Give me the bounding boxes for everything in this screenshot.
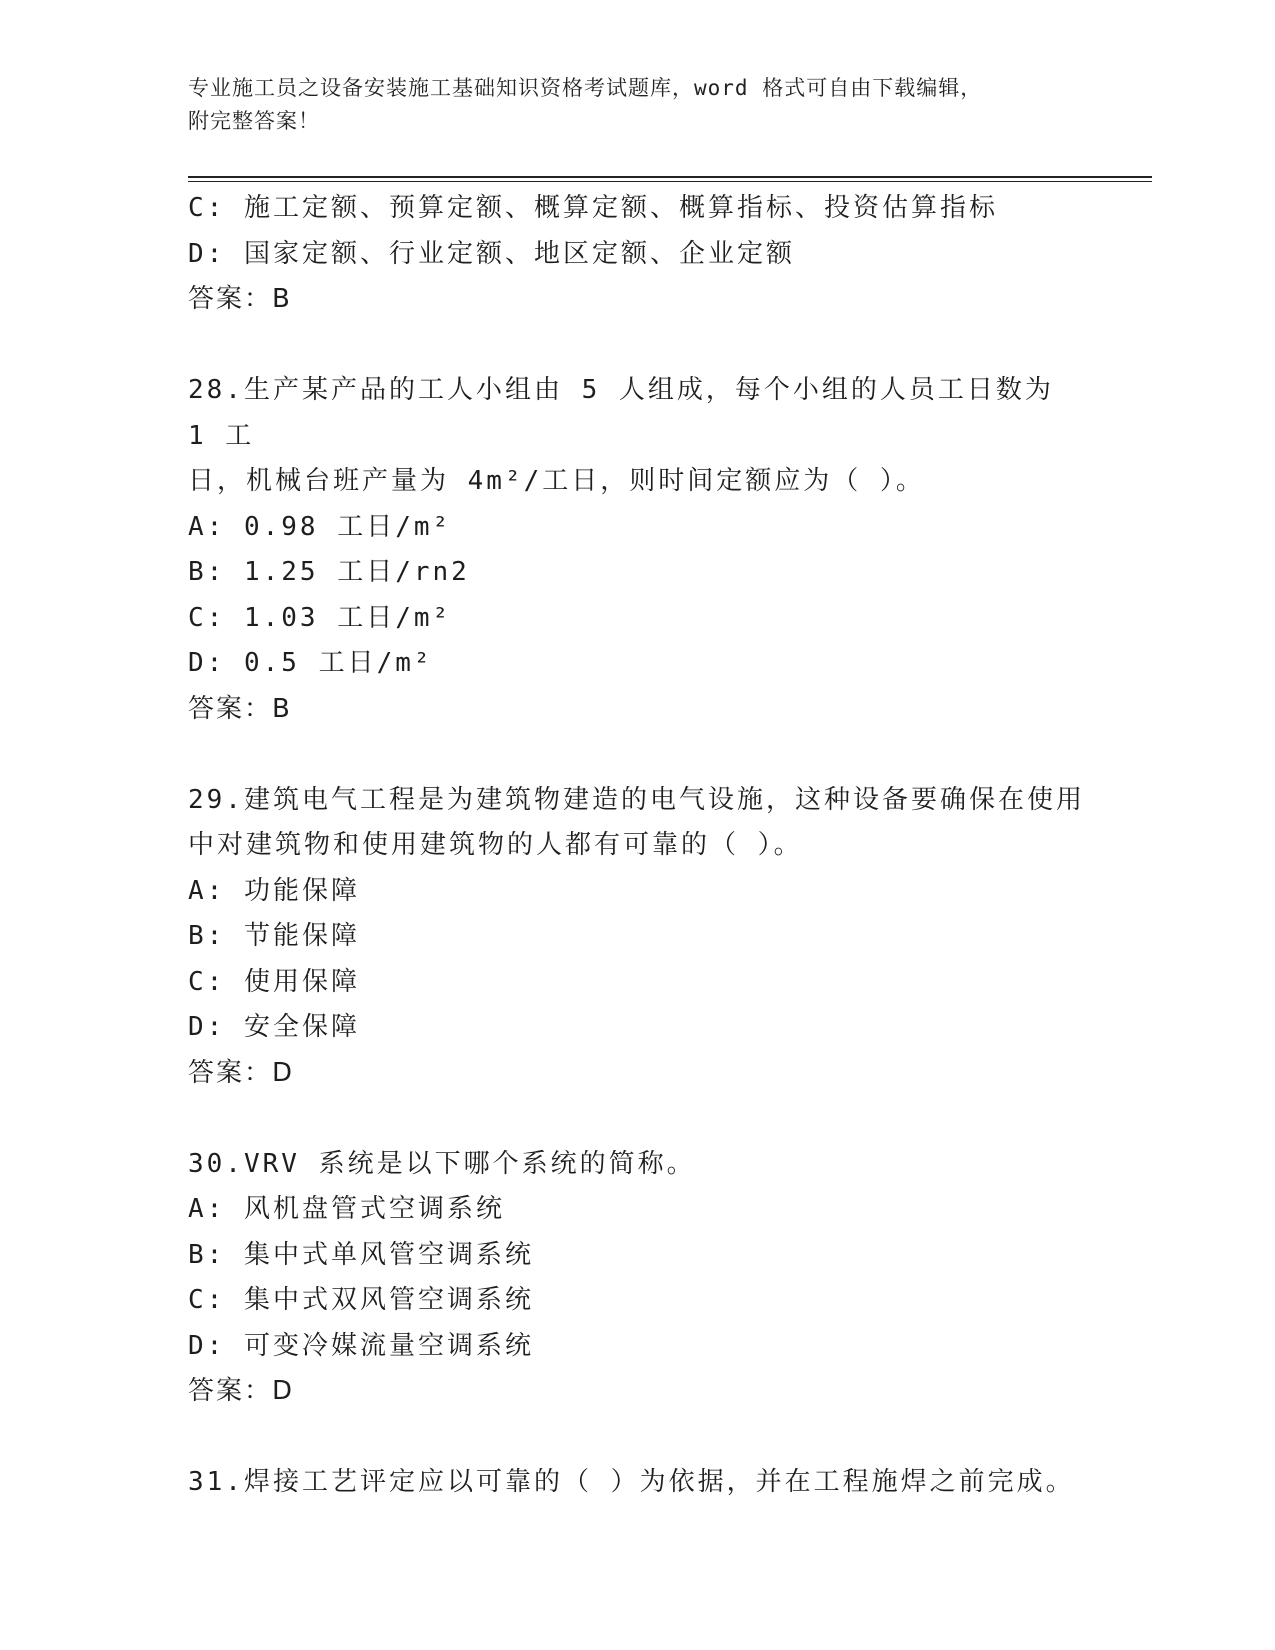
question-list [188,186,1088,1506]
question-27-continued [188,186,1088,323]
option-c: C: 施工定额、预算定额、概算定额、概算指标、投资估算指标 [188,193,998,223]
option-a: A: 功能保障 [188,875,360,906]
option-d: D: 安全保障 [188,1012,360,1042]
option-b: B: 集中式单风管空调系统 [188,1239,534,1270]
option-a: A: 0.98 工日/m² [188,511,452,542]
question-stem: 30.VRV 系统是以下哪个系统的简称。 [188,1148,696,1179]
question-29 [188,778,1088,1097]
option-c: C: 使用保障 [188,966,360,997]
question-28 [188,368,1088,732]
option-c: C: 集中式双风管空调系统 [188,1285,534,1315]
answer-line: 答案：B [188,284,292,314]
option-c: C: 1.03 工日/m² [188,602,452,633]
question-31 [188,1460,1088,1506]
header-line-2: 附完整答案！ [188,109,320,133]
document-header [188,72,1068,138]
answer-line: 答案：D [188,1376,295,1406]
question-stem: 28.生产某产品的工人小组由 5 人组成，每个小组的人员工日数为 1 工 [188,375,1073,451]
question-stem: 中对建筑物和使用建筑物的人都有可靠的（ ）。 [188,830,803,860]
question-stem: 日，机械台班产量为 4m²/工日，则时间定额应为（ ）。 [188,466,925,496]
answer-line: 答案：D [188,1057,295,1088]
option-b: B: 1.25 工日/rn2 [188,557,470,587]
option-a: A: 风机盘管式空调系统 [188,1194,505,1224]
option-b: B: 节能保障 [188,921,360,951]
question-stem: 31.焊接工艺评定应以可靠的（ ）为依据，并在工程施焊之前完成。 [188,1467,1075,1497]
header-line-1: 专业施工员之设备安装施工基础知识资格考试题库，word 格式可自由下载编辑， [188,76,983,100]
header-divider-thick [188,176,1152,178]
option-d: D: 国家定额、行业定额、地区定额、企业定额 [188,238,795,269]
option-d: D: 可变冷媒流量空调系统 [188,1330,534,1361]
answer-line: 答案：B [188,693,292,724]
option-d: D: 0.5 工日/m² [188,648,433,678]
header-divider-thin [188,181,1152,182]
question-30 [188,1142,1088,1415]
question-stem: 29.建筑电气工程是为建筑物建造的电气设施，这种设备要确保在使用 [188,784,1085,815]
